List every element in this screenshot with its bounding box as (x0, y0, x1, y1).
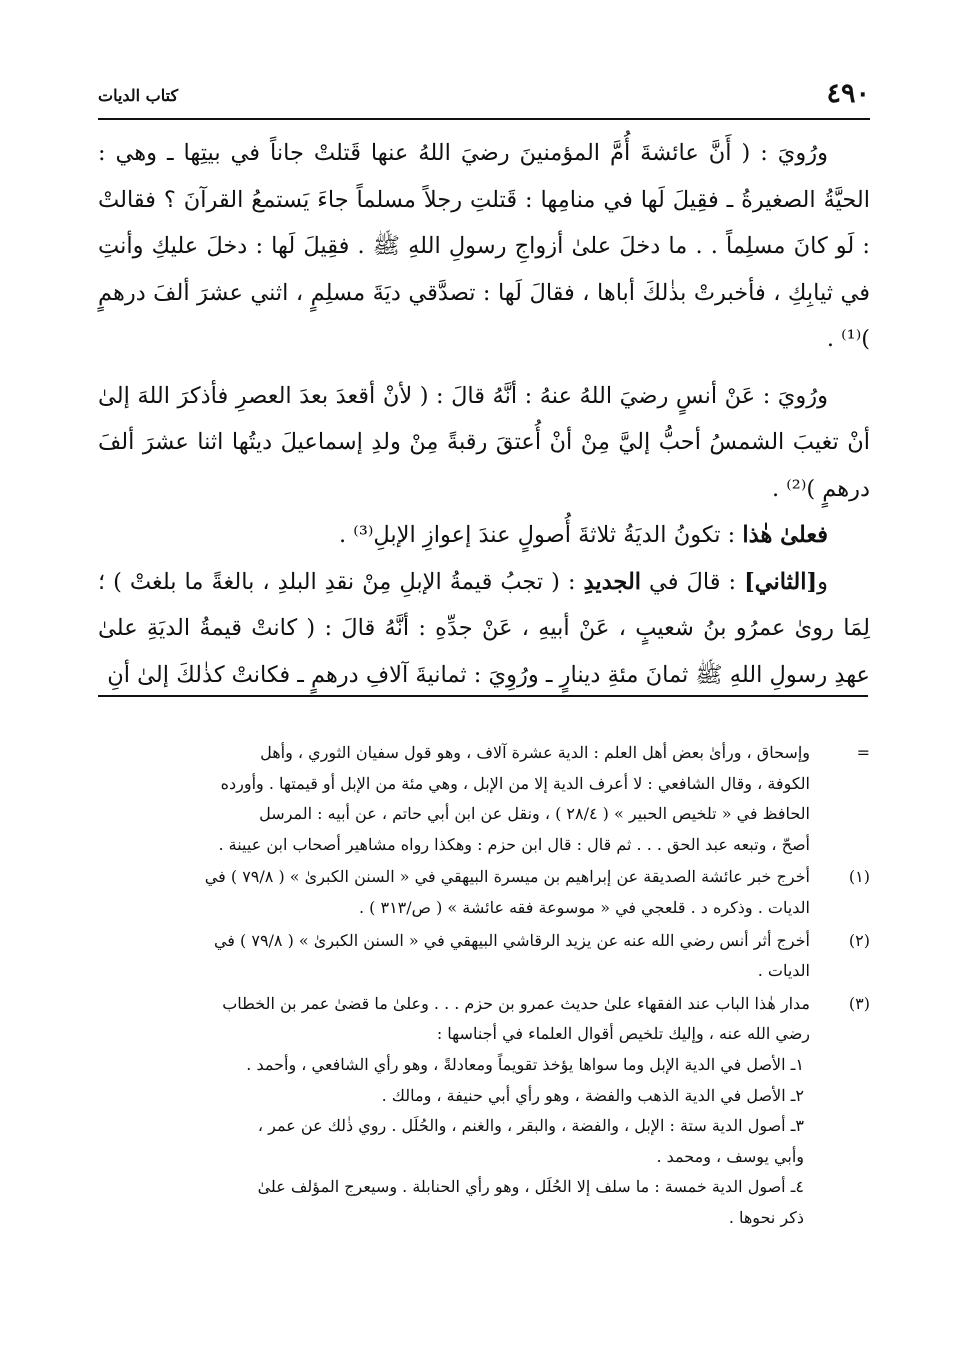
footnote-list-item: ٤ـ أصول الدية خمسة : ما سلف إلا الحُلَل ، وهو رأي الحنابلة . وسيعرج المؤلف علىٰ (257, 1177, 804, 1197)
footnote-marker: (٣) (848, 993, 870, 1013)
running-title: كتاب الديات (98, 86, 179, 105)
footnote-divider (98, 695, 868, 697)
second-prefix: و (817, 568, 828, 595)
footnote-2 (98, 926, 870, 987)
paragraph-conclusion (98, 512, 870, 559)
paragraph-second-opinion (98, 559, 870, 699)
footnote-line: الكوفة ، وقال الشافعي : لا أعرف الدية إلا من الإبل ، وهي مئة من الإبل أو قيمتها . وأورده (220, 773, 810, 793)
conclusion-text: : تكونُ الديَةُ ثلاثةَ أُصولٍ عندَ إعوازِ الإبلِ⁽³⁾ . (338, 522, 743, 548)
footnote-line: رضي الله عنه ، وإليك تلخيص أقوال العلماء في أجناسها : (436, 1024, 810, 1044)
paragraph-aisha: ورُويَ : ( أَنَّ عائشةَ أُمَّ المؤمنينَ رضيَ اللهُ عنها قَتلتْ جاناً في بيتِها ـ وهي : الحيَّةُ الصغيرةُ ـ فقِيلَ لَها في منامِها : قَتلتِ رجلاً مسلماً جاءَ يَستمعُ القرآنَ ؟ فقالتْ : لَو كانَ مسلِماً . . ما دخلَ علىٰ أزواجِ رسولِ اللهِ ﷺ . فقِيلَ لَها : دخلَ عليكِ وأنتِ في ثيابِكِ ، فأخبرتْ بذٰلكَ أباها ، فقالَ لَها : تصدَّقي ديَةَ مسلِمٍ ، اثني عشرَ ألفَ درهمٍ )⁽¹⁾ . (98, 140, 870, 352)
footnote-list-item: ٣ـ أصول الدية ستة : الإبل ، والفضة ، والبقر ، والغنم ، والحُلَل . روي ذٰلك عن عمر ، (257, 1116, 804, 1136)
footnote-3 (98, 989, 870, 1234)
conclusion-label: فعلىٰ هٰذا (742, 522, 828, 548)
second-rest: : ( تجبُ قيمةُ الإبلِ مِنْ نقدِ البلدِ ، بالغةً ما بلغتْ ) ؛ لِمَا روىٰ عمرُو بنُ شعيبٍ ، عَنْ أبيهِ ، عَنْ جدِّهِ : أنَّهُ قالَ : ( كانتْ قيمةُ الديَةِ علىٰ عهدِ رسولِ اللهِ ﷺ ثمانَ مئةِ دينارٍ ـ ورُوِيَ : ثمانيةَ آلافِ درهمٍ ـ فكانتْ كذٰلكَ إلىٰ أنِ (98, 568, 870, 688)
footnote-1 (98, 862, 870, 923)
footnote-line: الديات . (757, 961, 810, 981)
footnote-line: أخرج خبر عائشة الصديقة عن إبراهيم بن ميسرة البيهقي في « السنن الكبرىٰ » ( ٧٩/٨ ) في (204, 867, 810, 887)
second-mid: : قالَ في (641, 568, 745, 595)
footnote-marker: (٢) (848, 930, 870, 950)
footnotes (98, 738, 870, 1236)
footnote-list-item-continued: ذكر نحوها . (728, 1207, 804, 1227)
footnote-line: أصحّ ، وتبعه عبد الحق . . . ثم قال : قال ابن حزم : وهكذا رواه مشاهير أصحاب ابن عيينة . (218, 834, 810, 854)
page-header (98, 78, 870, 112)
jadid-label: الجديدِ (583, 568, 642, 595)
footnote-line: الديات . وذكره د . قلعجي في « موسوعة فقه عائشة » ( ص/٣١٣ ) . (358, 897, 810, 917)
header-divider (98, 118, 870, 120)
footnote-list-item: ٢ـ الأصل في الدية الذهب والفضة ، وهو رأي أبي حنيفة ، ومالك . (381, 1085, 804, 1105)
main-text (98, 130, 870, 698)
footnote-continued (98, 738, 870, 860)
footnote-line: الحافظ في « تلخيص الحبير » ( ٢٨/٤ ) ، ونقل عن ابن أبي حاتم ، عن أبيه : المرسل (259, 804, 810, 824)
footnote-list-item: ١ـ الأصل في الدية الإبل وما سواها يؤخذ تقويماً ومعادلةً ، وهو رأي الشافعي ، وأحمد . (246, 1054, 804, 1074)
footnote-list-item-continued: وأبي يوسف ، ومحمد . (656, 1146, 804, 1166)
footnote-line: وإسحاق ، ورأىٰ بعض أهل العلم : الدية عشرة آلاف ، وهو قول سفيان الثوري ، وأهل (260, 743, 810, 762)
second-label: [الثاني] (744, 568, 818, 595)
footnote-line: مدار هٰذا الباب عند الفقهاء علىٰ حديث عمرو بن حزم . . . وعلىٰ ما قضىٰ عمر بن الخطاب (222, 993, 810, 1013)
footnote-line: أخرج أثر أنس رضي الله عنه عن يزيد الرقاشي البيهقي في « السنن الكبرىٰ » ( ٧٩/٨ ) في (213, 930, 810, 950)
footnote-marker: = (856, 743, 870, 762)
page-number: ٤٩٠ (826, 78, 870, 109)
paragraph-anas: ورُويَ : عَنْ أنسٍ رضيَ اللهُ عنهُ : أنَّهُ قالَ : ( لأنْ أقعدَ بعدَ العصرِ فأذكرَ اللهَ إلىٰ أنْ تغيبَ الشمسُ أحبُّ إليَّ مِنْ أنْ أُعتقَ رقبةً مِنْ ولدِ إسماعيلَ ديتُها اثنا عشرَ ألفَ درهمٍ )⁽²⁾ . (98, 382, 870, 502)
footnote-marker: (١) (848, 867, 870, 887)
